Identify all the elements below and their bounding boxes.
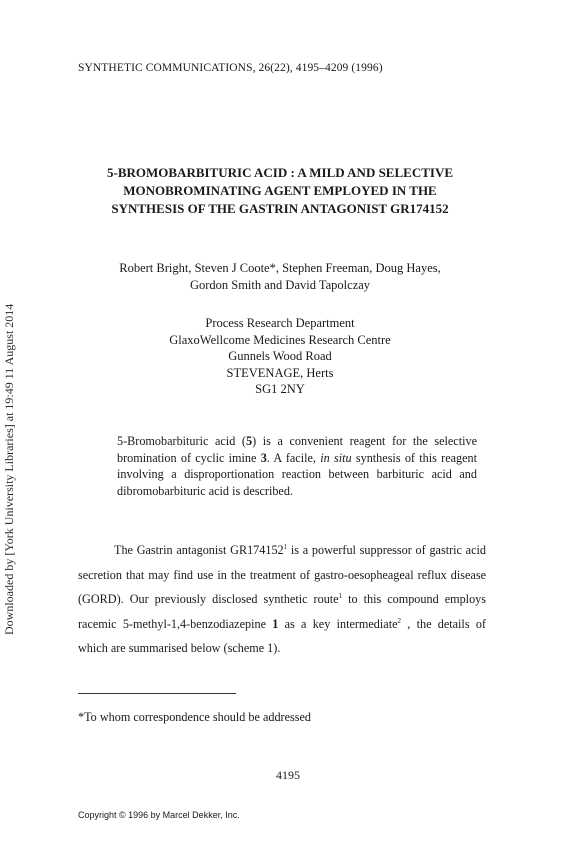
affiliation-line: STEVENAGE, Herts (226, 365, 334, 380)
body-text: The Gastrin antagonist GR174152 (114, 543, 284, 557)
journal-header: SYNTHETIC COMMUNICATIONS, 26(22), 4195–4209 (1996) (78, 62, 383, 74)
affiliation-line: Gunnels Wood Road (228, 349, 332, 363)
title-line: SYNTHESIS OF THE GASTRIN ANTAGONIST GR174152 (111, 201, 449, 216)
title-line: MONOBROMINATING AGENT EMPLOYED IN THE (123, 183, 437, 198)
abstract-text: synthesis of this reagent involving a disproportionation reaction between barbituric acid and dibromobarbituric acid is described. (117, 450, 478, 498)
compound-ref: 1 (272, 616, 279, 631)
compound-ref: 3 (260, 450, 267, 465)
title-line: 5-BROMOBARBITURIC ACID : A MILD AND SELECTIVE (107, 165, 453, 180)
body-paragraph (78, 538, 486, 661)
body-text: as a key intermediate (278, 616, 398, 631)
body-text: to this compound employs racemic 5-methyl-1,4-benzodiazepine (78, 592, 486, 631)
body-text: , the details of which are summarised below (scheme 1). (78, 616, 486, 655)
affiliation (60, 315, 500, 398)
footnote: *To whom correspondence should be addressed (78, 710, 312, 724)
download-watermark (2, 240, 16, 640)
copyright-notice: Copyright © 1996 by Marcel Dekker, Inc. (78, 810, 240, 820)
author-list (60, 260, 500, 294)
watermark-svg (2, 240, 16, 640)
footnote-rule (78, 693, 236, 694)
body-text: is a powerful suppressor of gastric acid secretion that may find use in the treatment of gastro-oesopheageal reflux disease (GORD). Our previously disclosed synthetic route (78, 543, 486, 606)
abstract-text: . A facile, (266, 450, 321, 465)
author-line: Gordon Smith and David Tapolczay (189, 278, 371, 292)
abstract-text: 5-Bromobarbituric acid ( (117, 434, 246, 448)
abstract (117, 433, 477, 499)
italic-term: in situ (320, 450, 352, 465)
abstract-text: ) is a convenient reagent for the selective bromination of cyclic imine (117, 434, 477, 465)
article-title (60, 164, 500, 218)
citation-ref: 1 (283, 542, 288, 551)
citation-ref: 1 (338, 591, 343, 600)
affiliation-line: SG1 2NY (255, 382, 305, 396)
citation-ref: 2 (397, 616, 401, 625)
watermark-text: Downloaded by [York University Libraries] at 19:49 11 August 2014 (2, 303, 16, 635)
affiliation-line: GlaxoWellcome Medicines Research Centre (169, 332, 391, 347)
page-number: 4195 (276, 768, 300, 782)
affiliation-line: Process Research Department (205, 316, 355, 330)
author-line: Robert Bright, Steven J Coote*, Stephen Freeman, Doug Hayes, (119, 261, 441, 275)
compound-ref: 5 (245, 434, 253, 448)
